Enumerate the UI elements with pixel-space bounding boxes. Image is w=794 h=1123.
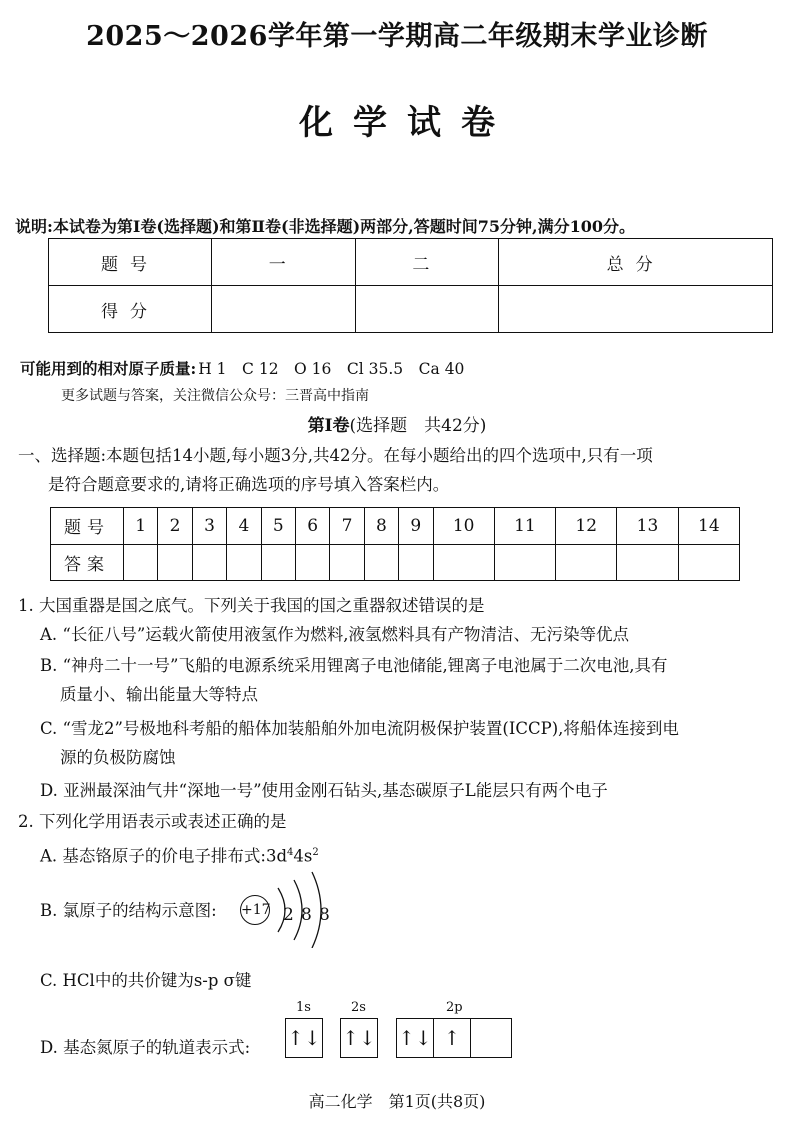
question-1-stem: 1. 大国重器是国之底气。下列关于我国的国之重器叙述错误的是 [18, 596, 485, 615]
orbital-box-2p-2: ↑ [433, 1018, 471, 1058]
atomic-mass-line [20, 357, 464, 379]
answer-table-question-number: 8 [364, 508, 398, 545]
electron-shell-count-3: 8 [319, 905, 330, 925]
electron-shell-count-1: 2 [283, 905, 294, 925]
score-header-part-1: 一 [212, 239, 356, 286]
question-2-stem: 2. 下列化学用语表示或表述正确的是 [18, 812, 287, 831]
answer-table-question-number: 9 [399, 508, 433, 545]
question-1-option-a: A. “长征八号”运载火箭使用液氢作为燃料,液氢燃料具有产物清洁、无污染等优点 [40, 625, 630, 644]
orbital-box-2s: ↑↓ [340, 1018, 378, 1058]
score-header-total: 总分 [499, 239, 773, 286]
section-1-heading-rest: (选择题 共42分) [349, 416, 487, 436]
score-cell-total[interactable] [499, 286, 773, 333]
answer-table-answer-cell[interactable] [556, 544, 617, 581]
atomic-mass-values: H 1 C 12 O 16 Cl 35.5 Ca 40 [198, 360, 465, 378]
answer-table-answer-cell[interactable] [330, 544, 364, 581]
q2a-prefix: A. 基态铬原子的价电子排布式:3d [40, 846, 288, 866]
q2d-label: D. 基态氮原子的轨道表示式: [40, 1038, 251, 1057]
answer-table-question-number: 12 [556, 508, 617, 545]
section-1-heading-bold: 第Ⅰ卷 [307, 416, 350, 436]
electron-shell-arc-3 [312, 872, 321, 948]
question-1-option-c-line-2: 源的负极防腐蚀 [60, 748, 176, 767]
answer-row-label-number: 题号 [51, 508, 124, 545]
score-table-score-row [49, 286, 773, 333]
score-cell-part-2[interactable] [355, 286, 499, 333]
exam-header-title: 2025～2026学年第一学期高二年级期末学业诊断 [86, 21, 708, 52]
answer-table-answer-cell[interactable] [227, 544, 261, 581]
score-cell-part-1[interactable] [212, 286, 356, 333]
answer-table-question-number: 6 [295, 508, 329, 545]
answer-table-question-number: 2 [158, 508, 192, 545]
answer-table-answer-cell[interactable] [295, 544, 329, 581]
answer-table-answer-cell[interactable] [617, 544, 678, 581]
question-1-option-c-line-1: C. “雪龙2”号极地科考船的船体加装船舶外加电流阴极保护装置(ICCP),将船体连接到电 [40, 719, 679, 738]
score-row-label: 得分 [49, 286, 212, 333]
mc-intro-line-1: 一、选择题:本题包括14小题,每小题3分,共42分。在每小题给出的四个选项中,只有一项 [18, 446, 653, 465]
answer-table-answer-cell[interactable] [433, 544, 494, 581]
answer-table [50, 507, 740, 581]
orbital-label-2p: 2p [446, 1000, 463, 1015]
q2a-mid: 4s [293, 846, 313, 866]
answer-table-question-number: 5 [261, 508, 295, 545]
question-2-option-b [40, 896, 774, 925]
orbital-box-1s: ↑↓ [285, 1018, 323, 1058]
q2b-label: B. 氯原子的结构示意图: [40, 901, 217, 920]
answer-table-question-number: 1 [124, 508, 158, 545]
answer-table-answer-row [51, 544, 740, 581]
orbital-label-2s: 2s [351, 1000, 366, 1015]
answer-table-number-row [51, 508, 740, 545]
answer-table-answer-cell[interactable] [399, 544, 433, 581]
answer-table-question-number: 10 [433, 508, 494, 545]
question-2-option-a [40, 838, 774, 871]
question-1-option-b-line-1: B. “神舟二十一号”飞船的电源系统采用锂离子电池储能,锂离子电池属于二次电池,具有 [40, 656, 668, 675]
orbital-box-2p-1: ↑↓ [396, 1018, 434, 1058]
q2a-superscript-2: 2 [312, 847, 319, 858]
answer-table-answer-cell[interactable] [364, 544, 398, 581]
question-2-option-c: C. HCl中的共价键为s-p σ键 [40, 971, 252, 990]
document-title: 化学试卷 [299, 103, 515, 143]
answer-table-question-number: 3 [192, 508, 226, 545]
score-table [48, 238, 773, 333]
electron-shell-arc-1 [278, 888, 285, 932]
answer-table-question-number: 11 [494, 508, 555, 545]
orbital-label-1s: 1s [296, 1000, 311, 1015]
answer-table-question-number: 4 [227, 508, 261, 545]
question-1-option-c [40, 714, 774, 772]
question-1-option-b-line-2: 质量小、输出能量大等特点 [60, 685, 258, 704]
answer-row-label-answer: 答案 [51, 544, 124, 581]
question-1-option-d: D. 亚洲最深油气井“深地一号”使用金刚石钻头,基态碳原子L能层只有两个电子 [40, 781, 608, 800]
score-table-header-row [49, 239, 773, 286]
answer-table-answer-cell[interactable] [192, 544, 226, 581]
answer-table-question-number: 13 [617, 508, 678, 545]
answer-table-answer-cell[interactable] [494, 544, 555, 581]
mc-intro-line-2: 是符合题意要求的,请将正确选项的序号填入答案栏内。 [48, 475, 450, 494]
wechat-notice: 更多试题与答案，关注微信公众号：三晋高中指南 [61, 388, 369, 404]
answer-table-answer-cell[interactable] [124, 544, 158, 581]
electron-shell-arcs [270, 868, 340, 948]
chlorine-structure-diagram [240, 895, 270, 925]
answer-table-answer-cell[interactable] [261, 544, 295, 581]
question-1-option-b [40, 651, 774, 709]
answer-table-answer-cell[interactable] [158, 544, 192, 581]
orbital-box-2p-3 [470, 1018, 512, 1058]
atomic-mass-label: 可能用到的相对原子质量: [20, 359, 197, 378]
answer-table-question-number: 14 [678, 508, 739, 545]
electron-shell-count-2: 8 [301, 905, 312, 925]
score-header-question-no: 题号 [49, 239, 212, 286]
score-header-part-2: 二 [355, 239, 499, 286]
page-footer: 高二化学 第1页(共8页) [308, 1092, 486, 1111]
electron-shell-arc-2 [294, 880, 302, 940]
atom-nucleus-circle: +17 [240, 895, 270, 925]
q2a-superscript-1: 4 [287, 847, 294, 858]
section-1-heading [0, 411, 794, 436]
exam-instructions: 说明:本试卷为第Ⅰ卷(选择题)和第Ⅱ卷(非选择题)两部分,答题时间75分钟,满分100分。 [15, 217, 635, 236]
answer-table-question-number: 7 [330, 508, 364, 545]
multiple-choice-intro [18, 441, 774, 499]
answer-table-answer-cell[interactable] [678, 544, 739, 581]
